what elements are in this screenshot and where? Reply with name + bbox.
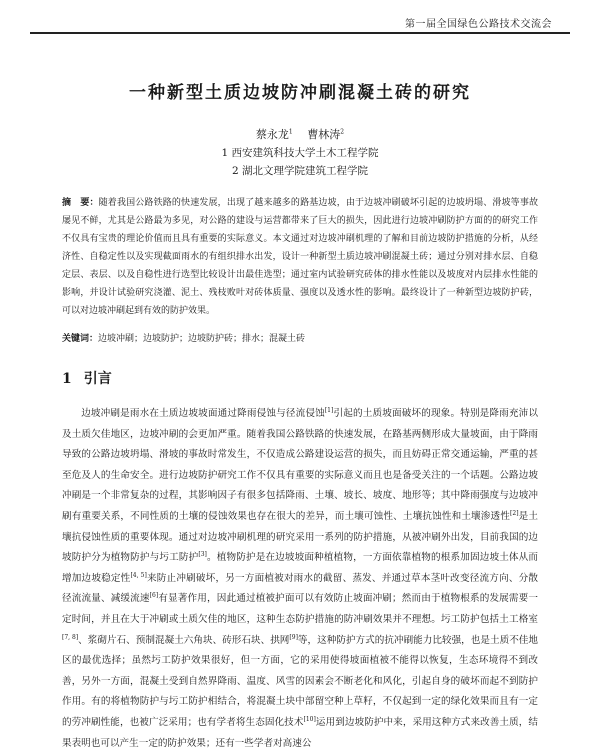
body-segment: 有显著作用，因此通过植被护面可以有效防止坡面冲刷；然而由于植物根系的发展需要一定时间，并且在大于冲刷或土质欠佳的地区，这种生态防护措施的防冲刷效果并不理想。圬工防护包括土工格室 xyxy=(62,593,538,625)
body-segment: 来防止冲刷破坏，另一方面植被对雨水的截留、蒸发、并通过草本茎叶改变径流方向、分散径流流量、减缓流速 xyxy=(62,572,539,605)
citation: [9] xyxy=(289,633,298,641)
running-header xyxy=(30,12,570,34)
section-title: 引言 xyxy=(83,371,112,387)
citation: [2] xyxy=(510,509,519,517)
affiliation: 1 西安建筑科技大学土木工程学院 xyxy=(221,147,379,159)
citation: [4, 5] xyxy=(130,571,147,579)
body-segment: 是土壤抗侵蚀性质的重要体现。通过对边坡冲刷机理的研究采用一系列的防护措施，从被冲刷外出发，目前我国的边坡防护分为植物防护与圬工防护 xyxy=(62,510,539,564)
body-segment: 引起的土质坡面破坏的现象。特别是降雨充沛以及土质欠佳地区，边坡冲刷的会更加严重。随着我国公路铁路的快速发展，在路基两侧形成大量坡面，由于降雨导致的公路边坡坍塌、滑坡的事故时常发生，不仅造成公路建设运营的损失，而且妨碍正常交通运输，严重的甚至危及人的生命安全。进行边坡防护研究工作不仅具有重要的实际意义而且也是备受关注的一个话题。公路边坡冲刷是一个非常复杂的过程，其影响因子有很多包括降雨、土壤、坡长、坡度、地形等；其中降雨强度与边坡冲刷有重要关系，不同性质的土壤的侵蚀效果也存在很大的差异，而土壤可蚀性、土壤抗蚀性和土壤渗透性 xyxy=(62,408,539,522)
abstract xyxy=(62,194,538,320)
keywords-text: 边坡冲刷；边坡防护；边坡防护砖；排水；混凝土砖 xyxy=(98,334,306,344)
body-segment: 、浆砌片石、预制混凝土六角块、砖形石块、拱网 xyxy=(78,634,290,646)
author-name: 蔡永龙 xyxy=(255,128,289,141)
body-segment: 运用到边坡防护中来，采用这种方式来改善土质，结果表明也可以产生一定的防护效果；还有一些学者对高速公 xyxy=(62,716,539,749)
citation: [1] xyxy=(324,406,334,414)
abstract-text: 随着我国公路铁路的快速发展，出现了越来越多的路基边坡，由于边坡冲刷破坏引起的边坡坍塌、滑坡等事故屡见不鲜，尤其是公路最为多见，对公路的建设与运营都带来了巨大的损失，因此进行边坡冲刷防护方面的的研究工作不仅具有宝贵的理论价值而且具有重要的实际意义。本文通过对边坡冲刷机理的了解和目前边坡防护措施的分析，从经济性、自稳定性以及实现截面雨水的有组织排水出发，设计一种新型土质边坡冲刷混凝土砖；通过分别对排水层、自稳定层、表层、以及自稳性进行选型比较设计出最佳选型；通过室内试验研究砖体的排水性能以及坡度对内层排水性能的影响，并设计试验研究浇灌、泥土、残枝败叶对砖体质量、强度以及透水性的影响。最终设计了一种新型边坡防护砖，可以对边坡冲刷起到有效的防护效果。 xyxy=(62,198,538,316)
keywords-label: 关键词： xyxy=(62,334,99,344)
citation: [7, 8] xyxy=(62,633,79,641)
affiliation: 2 湖北文理学院建筑工程学院 xyxy=(231,165,369,177)
body-segment: 边坡冲刷是雨水在土质边坡坡面通过降雨侵蚀与径流侵蚀 xyxy=(81,408,325,419)
body-segment: 等，这种防护方式的抗冲刷能力比较强，也是土质不佳地区的最优选择；虽然圬工防护效果很好，但一方面，它的采用使得坡面植被不能得以恢复，生态环境得不到改善，另外一方面，混凝土受到自然界降雨、温度、风雪的因素会不断老化和风化，引起自身的破坏而起不到防护作用。有的将植物防护与圬工防护相结合，将混凝土块中部留空种上草籽，不仅起到一定的绿化效果而且有一定的劳冲刷性能，也被广泛采用；也有学者将生态固化技术 xyxy=(62,634,538,728)
abstract-label: 摘 要： xyxy=(62,198,99,208)
section-heading xyxy=(62,368,112,388)
citation: [10] xyxy=(303,715,316,723)
citation: [6] xyxy=(149,592,159,600)
author-line xyxy=(0,126,600,142)
citation: [3] xyxy=(198,550,207,558)
author-affil-mark: 2 xyxy=(340,128,345,136)
body-segment: 。植物防护是在边坡坡面种植植物，一方面依靠植物的根系加固边坡土体从而增加边坡稳定性 xyxy=(62,552,539,584)
header-text: 第一届全国绿色公路技术交流会 xyxy=(405,19,552,30)
paper-title: 一种新型土质边坡防冲刷混凝土砖的研究 xyxy=(129,83,471,103)
author-name: 曹林涛 xyxy=(307,128,341,141)
keywords xyxy=(62,330,538,348)
body-paragraph xyxy=(62,404,538,754)
section-number: 1 xyxy=(62,371,72,387)
author-affil-mark: 1 xyxy=(288,128,293,136)
